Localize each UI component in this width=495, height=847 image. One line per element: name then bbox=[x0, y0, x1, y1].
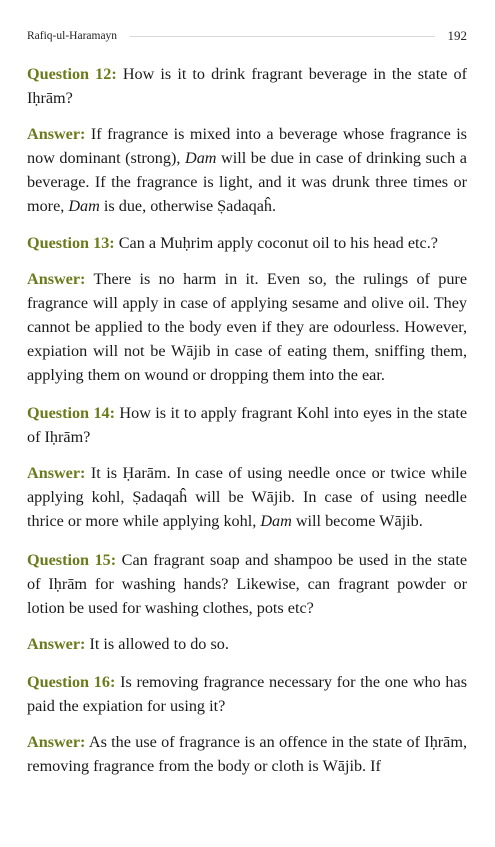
answer-label: Answer: bbox=[27, 464, 86, 482]
question-label: Question 15: bbox=[27, 551, 117, 569]
question-text: Is removing fragrance necessary for the one who has paid the expiation for using it? bbox=[27, 673, 467, 715]
question-text: Can a Muḥrim apply coconut oil to his head etc.? bbox=[118, 234, 438, 252]
answer-12 bbox=[27, 122, 467, 218]
answer-text: It is Ḥarām. In case of using needle once or twice while applying kohl, Ṣadaqaĥ will be Wājib. In case of using needle thrice or more while applying kohl, bbox=[27, 464, 467, 530]
question-text: Can fragrant soap and shampoo be used in the state of Iḥrām for washing hands? Likewise, can fragrant powder or lotion be used for washing clothes, pots etc? bbox=[27, 551, 468, 617]
answer-text: As the use of fragrance is an offence in the state of Iḥrām, removing fragrance from the body or cloth is Wājib. If bbox=[27, 733, 467, 775]
question-16 bbox=[27, 670, 467, 718]
question-text: How is it to drink fragrant beverage in the state of Iḥrām? bbox=[27, 65, 468, 107]
running-header bbox=[27, 25, 467, 47]
book-title: Rafiq-ul-Haramayn bbox=[27, 30, 118, 42]
answer-16 bbox=[27, 730, 467, 778]
answer-text: It is allowed to do so. bbox=[89, 635, 229, 653]
question-14 bbox=[27, 401, 467, 449]
question-label: Question 14: bbox=[27, 404, 116, 422]
answer-emphasis: Dam bbox=[185, 149, 217, 167]
answer-15 bbox=[27, 632, 467, 656]
question-label: Question 13: bbox=[27, 234, 115, 252]
question-15 bbox=[27, 548, 467, 620]
answer-text: will become Wājib. bbox=[291, 512, 423, 530]
question-text: How is it to apply fragrant Kohl into eyes in the state of Iḥrām? bbox=[27, 404, 467, 446]
answer-emphasis: Dam bbox=[68, 197, 100, 215]
question-label: Question 12: bbox=[27, 65, 117, 83]
question-label: Question 16: bbox=[27, 673, 116, 691]
answer-emphasis: Dam bbox=[260, 512, 292, 530]
answer-13 bbox=[27, 267, 467, 387]
answer-text: There is no harm in it. Even so, the rulings of pure fragrance will apply in case of applying sesame and olive oil. They cannot be applied to the body even if they are odourless. However, expiation will not be Wājib in case of eating them, sniffing them, applying them on wound or dropping them into the ear. bbox=[27, 270, 468, 384]
answer-label: Answer: bbox=[27, 733, 86, 751]
header-rule bbox=[130, 36, 434, 37]
answer-label: Answer: bbox=[27, 125, 86, 143]
question-12 bbox=[27, 62, 467, 110]
answer-label: Answer: bbox=[27, 270, 86, 288]
answer-text: is due, otherwise Ṣadaqaĥ. bbox=[99, 197, 277, 215]
question-13 bbox=[27, 231, 467, 255]
page-number: 192 bbox=[447, 28, 467, 43]
answer-14 bbox=[27, 461, 467, 533]
answer-text: If fragrance is mixed into a beverage whose fragrance is now dominant (strong), bbox=[27, 125, 467, 167]
answer-label: Answer: bbox=[27, 635, 86, 653]
answer-text: will be due in case of drinking such a beverage. If the fragrance is light, and it was drunk three times or more, bbox=[27, 149, 467, 215]
page bbox=[27, 0, 467, 778]
